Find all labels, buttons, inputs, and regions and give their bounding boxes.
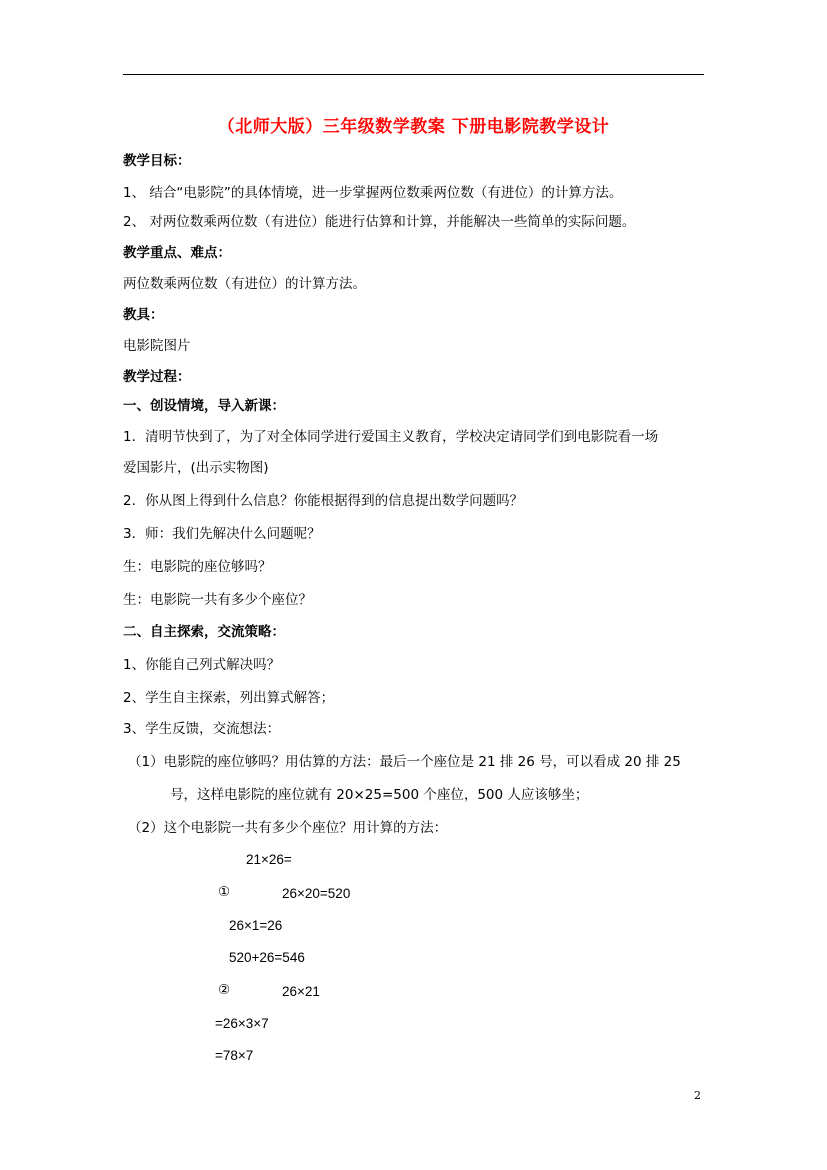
process-step-2: 2．你从图上得到什么信息？你能根据得到的信息提出数学问题吗？	[123, 493, 524, 509]
section-2-heading: 二、自主探索，交流策略：	[123, 624, 285, 640]
goal-item-2: 2、 对两位数乘两位数（有进位）能进行估算和计算，并能解决一些简单的实际问题。	[123, 214, 636, 230]
method-2-marker: ②	[218, 982, 231, 998]
goal-item-1: 1、 结合“电影院”的具体情境，进一步掌握两位数乘两位数（有进位）的计算方法。	[123, 185, 623, 201]
teaching-aids-text: 电影院图片	[123, 338, 191, 354]
student-answer-1: 生：电影院的座位够吗？	[123, 559, 272, 575]
section-1-heading: 一、创设情境，导入新课：	[123, 398, 285, 414]
explore-step-3: 3、学生反馈，交流想法：	[123, 721, 281, 737]
page-number: 2	[694, 1089, 701, 1102]
explore-step-2: 2、学生自主探索，列出算式解答；	[123, 690, 335, 706]
method-1-marker: ①	[218, 884, 231, 900]
equation-main: 21×26=	[246, 852, 292, 867]
key-points-text: 两位数乘两位数（有进位）的计算方法。	[123, 276, 366, 292]
document-title: （北师大版）三年级数学教案 下册电影院教学设计	[217, 117, 610, 137]
explore-step-1: 1、你能自己列式解决吗？	[123, 657, 281, 673]
method-2-step-1: 26×21	[282, 984, 320, 999]
method-1-step-3: 520+26=546	[229, 950, 305, 965]
method-2-step-2: =26×3×7	[215, 1016, 269, 1031]
header-rule	[123, 74, 704, 75]
calculation-method: （2）这个电影院一共有多少个座位？用计算的方法：	[128, 820, 448, 836]
heading-teaching-process: 教学过程：	[123, 369, 191, 385]
process-step-1: 1．清明节快到了，为了对全体同学进行爱国主义教育，学校决定请同学们到电影院看一场	[123, 429, 659, 445]
heading-key-points: 教学重点、难点：	[123, 245, 231, 261]
method-1-step-2: 26×1=26	[229, 918, 283, 933]
heading-teaching-aids: 教具：	[123, 307, 164, 323]
process-step-1-cont: 爱国影片，(出示实物图)	[123, 460, 269, 476]
estimation-method-cont: 号，这样电影院的座位就有 20×25=500 个座位，500 人应该够坐；	[170, 787, 589, 803]
method-1-step-1: 26×20=520	[282, 886, 351, 901]
heading-teaching-goals: 教学目标：	[123, 153, 191, 169]
method-2-step-3: =78×7	[215, 1048, 254, 1063]
estimation-method: （1）电影院的座位够吗？用估算的方法：最后一个座位是 21 排 26 号，可以看成 20 排 25	[128, 754, 681, 770]
process-step-3: 3．师：我们先解决什么问题呢？	[123, 526, 321, 542]
student-answer-2: 生：电影院一共有多少个座位？	[123, 592, 312, 608]
